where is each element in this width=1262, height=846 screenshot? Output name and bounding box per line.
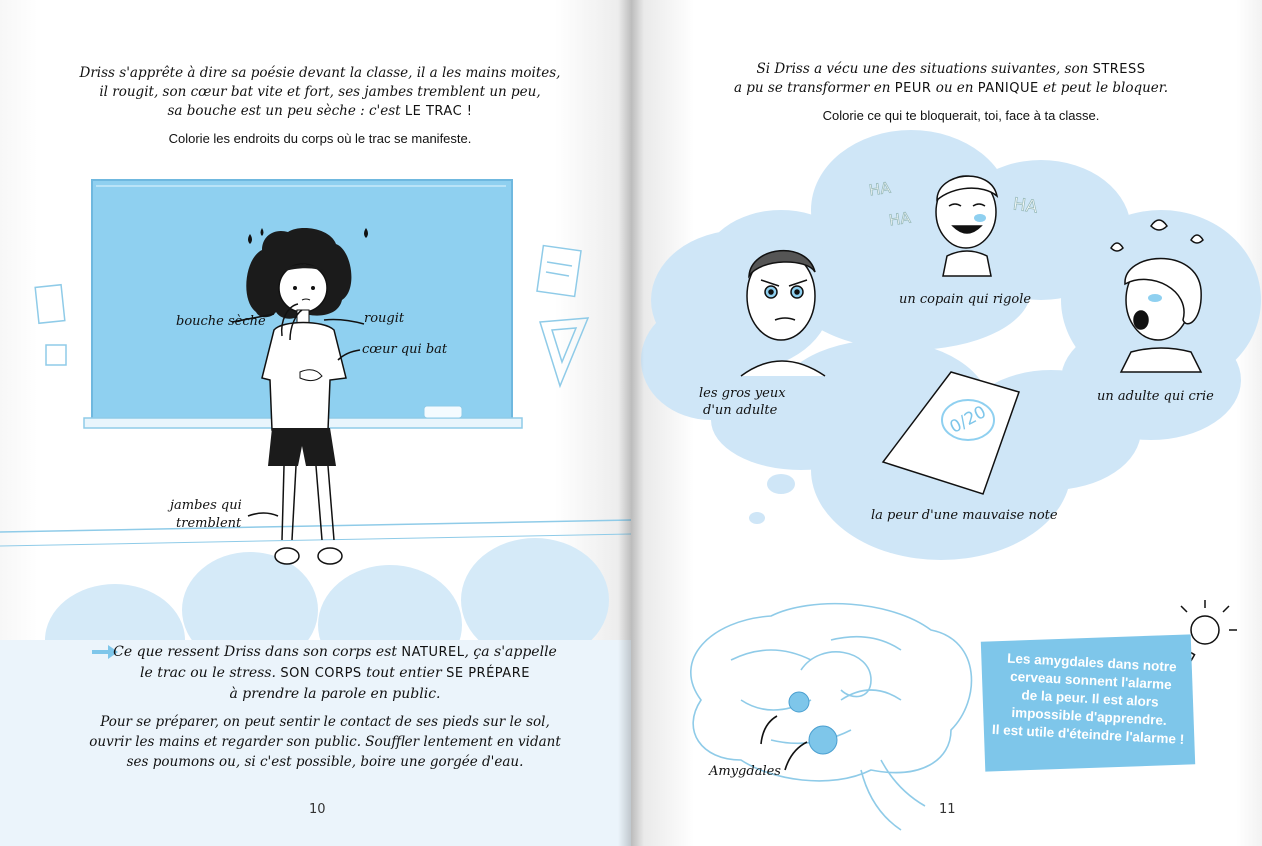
label-mauvaise-note: la peur d'une mauvaise note [871,508,1058,523]
page-number-right: 11 [939,802,956,817]
right-instruction-text: Colorie ce qui te bloquerait, toi, face à ta classe. [822,108,1100,123]
intro-paragraph: Driss s'apprête à dire sa poésie devant la classe, il a les mains moites, il rougit, son cœur bat vite et fort, ses jambes tremblent un peu, sa bouche est un peu sèche : c'est LE TRAC ! [79,65,561,119]
right-intro-paragraph: Si Driss a vécu une des situations suivantes, son STRESS a pu se transformer en PEUR ou en PANIQUE et peut le bloquer. [733,61,1169,96]
page-number-left: 10 [309,802,326,817]
label-amygdales: Amygdales [709,764,781,779]
info-box-text: Les amygdales dans notre cerveau sonnent l'alarme de la peur. Il est alors impossible d'apprendre. Il est utile d'éteindre l'alarme ! [991,650,1185,747]
laugh-text-3: HA [1011,194,1039,218]
label-gros-yeux-line1: les gros yeux [699,386,786,401]
label-jambes-line1: jambes qui [170,498,242,513]
label-jambes-line2: tremblent [176,516,242,531]
brain-drawing [691,604,972,830]
eraser [424,406,462,418]
prepare-paragraph: Pour se préparer, on peut sentir le contact de ses pieds sur le sol, ouvrir les mains et regarder son public. Souffler lentement en vidant ses poumons ou, si c'est possible, boire une gorgée d'eau. [89,714,561,770]
laugh-text-1: HA [867,178,892,200]
grade-text: 0/20 [946,402,990,438]
natural-paragraph: Ce que ressent Driss dans son corps est NATUREL, ça s'appelle le trac ou le stress. SON CORPS tout entier SE PRÉPARE à prendre la parole en public. [113,644,557,702]
instruction-text: Colorie les endroits du corps où le trac se manifeste. [168,131,472,146]
label-bouche-seche: bouche sèche [176,314,266,329]
laugh-text-2: HA [887,208,912,230]
label-rougit: rougit [364,311,405,326]
label-coeur-qui-bat: cœur qui bat [362,342,448,357]
label-adulte-qui-crie: un adulte qui crie [1097,389,1214,404]
label-gros-yeux-line2: d'un adulte [703,403,778,418]
label-copain-qui-rigole: un copain qui rigole [899,292,1032,307]
